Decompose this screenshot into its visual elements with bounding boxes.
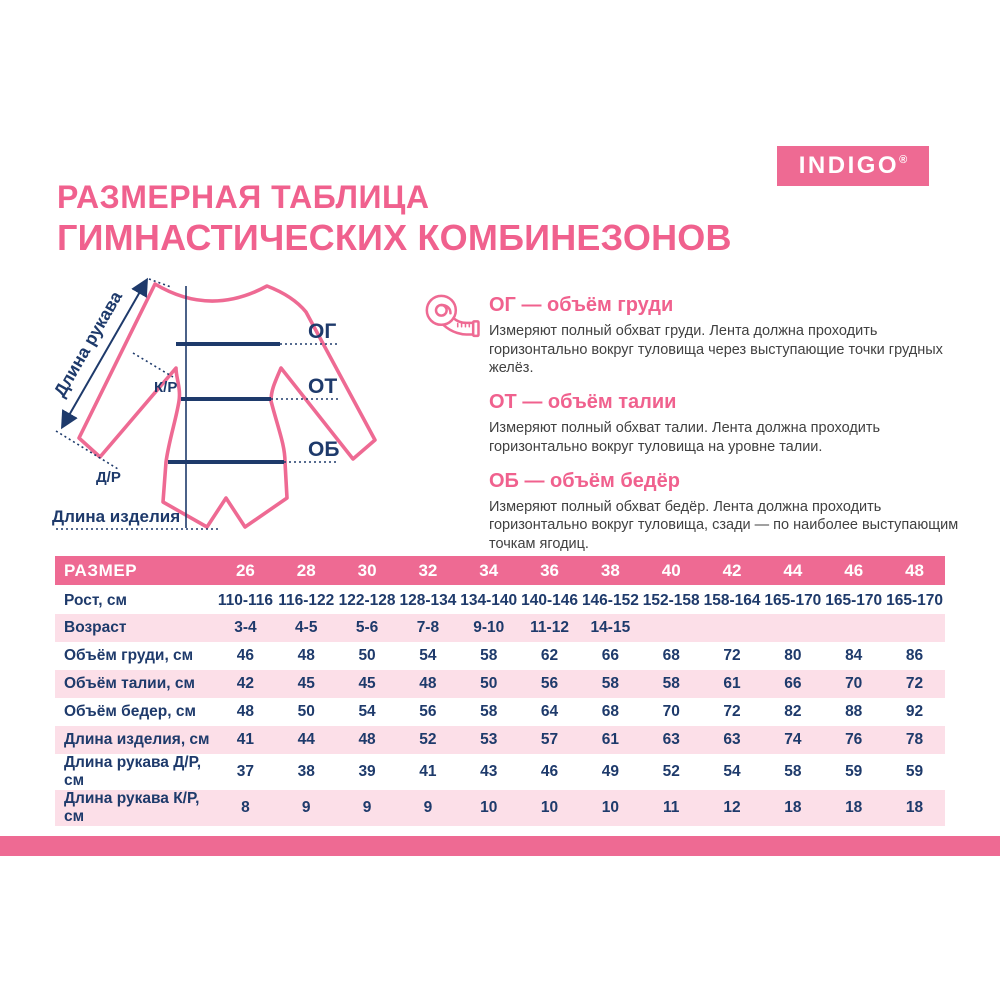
table-value-cell: 70 bbox=[845, 675, 863, 692]
table-value-cell bbox=[641, 614, 702, 642]
table-header-cell: 46 bbox=[823, 556, 884, 586]
table-value-cell: 58 bbox=[601, 675, 619, 692]
long-sleeve-leader-dots bbox=[56, 431, 118, 469]
table-value-cell: 165-170 bbox=[764, 591, 822, 609]
table-row bbox=[55, 614, 945, 642]
table-value-cell: 48 bbox=[236, 703, 255, 720]
table-value-cell: 9 bbox=[423, 799, 433, 816]
table-value-cell: 134-140 bbox=[460, 591, 518, 609]
table-value-cell: 18 bbox=[784, 799, 802, 816]
measurement-heading: ОГ — объём груди bbox=[489, 294, 674, 316]
table-value-cell: 68 bbox=[601, 703, 619, 720]
size-table bbox=[55, 556, 945, 826]
waist-label: ОТ bbox=[308, 375, 338, 398]
size-table-body bbox=[55, 586, 945, 826]
table-header-cell: 30 bbox=[337, 556, 398, 586]
table-value-cell: 78 bbox=[905, 731, 924, 748]
table-row bbox=[55, 670, 945, 698]
measurement-heading: ОБ — объём бедёр bbox=[489, 469, 680, 492]
table-header-cell: 48 bbox=[884, 556, 945, 586]
table-value-cell: 38 bbox=[297, 763, 315, 780]
table-value-cell: 56 bbox=[419, 703, 437, 720]
short-sleeve-label: К/Р bbox=[154, 379, 178, 396]
table-row bbox=[55, 698, 945, 726]
table-value-cell: 10 bbox=[601, 799, 619, 816]
table-value-cell: 45 bbox=[297, 675, 315, 692]
sleeve-length-label: Длина рукава bbox=[49, 287, 127, 401]
table-header-cell: 28 bbox=[276, 556, 337, 586]
table-value-cell bbox=[823, 614, 884, 642]
table-value-cell: 12 bbox=[723, 799, 741, 816]
measuring-tape-icon bbox=[418, 291, 482, 347]
page-title-line1: РАЗМЕРНАЯ ТАБЛИЦА bbox=[57, 179, 430, 215]
table-value-cell: 9-10 bbox=[473, 619, 505, 636]
table-value-cell: 11 bbox=[663, 799, 680, 816]
table-value-cell: 62 bbox=[540, 647, 559, 664]
garment-length-label: Длина изделия bbox=[52, 507, 181, 526]
table-value-cell: 14-15 bbox=[590, 619, 631, 636]
table-value-cell: 58 bbox=[784, 763, 802, 780]
table-value-cell: 58 bbox=[480, 703, 498, 720]
table-value-cell: 122-128 bbox=[338, 591, 396, 609]
page-title-line2: ГИМНАСТИЧЕСКИХ КОМБИНЕЗОНОВ bbox=[57, 217, 732, 259]
table-value-cell: 116-122 bbox=[278, 591, 335, 609]
table-value-cell: 53 bbox=[480, 731, 498, 748]
table-value-cell: 59 bbox=[905, 763, 924, 780]
table-value-cell: 10 bbox=[540, 799, 559, 816]
table-value-cell: 8 bbox=[241, 799, 250, 816]
table-value-cell bbox=[702, 614, 763, 642]
table-value-cell: 50 bbox=[480, 675, 498, 692]
table-row bbox=[55, 586, 945, 614]
table-header-cell: 44 bbox=[762, 556, 823, 586]
table-value-cell: 146-152 bbox=[581, 591, 639, 609]
table-value-cell: 58 bbox=[662, 675, 680, 692]
table-header-cell: 38 bbox=[580, 556, 641, 586]
table-value-cell: 9 bbox=[362, 799, 372, 816]
table-value-cell: 45 bbox=[358, 675, 376, 692]
table-value-cell: 61 bbox=[601, 731, 619, 748]
table-value-cell: 63 bbox=[662, 731, 680, 748]
table-value-cell: 128-134 bbox=[399, 591, 457, 609]
registered-trademark-symbol: ® bbox=[899, 154, 908, 166]
table-value-cell: 61 bbox=[723, 675, 741, 692]
table-value-cell: 54 bbox=[723, 763, 741, 780]
table-value-cell: 46 bbox=[236, 647, 255, 664]
table-value-cell bbox=[762, 614, 823, 642]
table-value-cell: 158-164 bbox=[703, 591, 761, 609]
table-header-cell: 34 bbox=[458, 556, 519, 586]
table-value-cell: 50 bbox=[358, 647, 376, 664]
table-value-cell: 10 bbox=[480, 799, 498, 816]
table-value-cell: 37 bbox=[236, 763, 255, 780]
table-value-cell: 49 bbox=[601, 763, 619, 780]
table-value-cell: 64 bbox=[540, 703, 559, 720]
table-value-cell: 52 bbox=[662, 763, 680, 780]
table-value-cell: 56 bbox=[540, 675, 559, 692]
table-header-cell: 36 bbox=[519, 556, 580, 586]
row-label-cell: Рост, см bbox=[64, 591, 127, 609]
bottom-accent-bar bbox=[0, 836, 1000, 856]
table-header-cell: РАЗМЕР bbox=[55, 556, 215, 586]
table-value-cell: 165-170 bbox=[825, 591, 883, 609]
table-value-cell: 54 bbox=[419, 647, 437, 664]
table-value-cell: 80 bbox=[784, 647, 802, 664]
table-value-cell: 39 bbox=[358, 763, 376, 780]
table-value-cell: 58 bbox=[480, 647, 498, 664]
table-value-cell: 52 bbox=[419, 731, 437, 748]
table-value-cell: 72 bbox=[723, 647, 741, 664]
leotard-diagram bbox=[48, 270, 400, 548]
table-value-cell: 82 bbox=[784, 703, 802, 720]
row-label-cell: Длина изделия, см bbox=[64, 731, 210, 748]
table-value-cell: 57 bbox=[540, 731, 559, 748]
table-value-cell: 66 bbox=[601, 647, 619, 664]
table-value-cell: 7-8 bbox=[416, 619, 440, 636]
table-value-cell: 72 bbox=[723, 703, 741, 720]
table-value-cell: 74 bbox=[784, 731, 802, 748]
table-value-cell: 110-116 bbox=[217, 591, 273, 609]
measurement-descriptions bbox=[489, 294, 961, 567]
table-value-cell: 18 bbox=[845, 799, 863, 816]
table-value-cell: 48 bbox=[419, 675, 437, 692]
table-value-cell: 44 bbox=[297, 731, 315, 748]
hips-measurement-block bbox=[489, 470, 961, 554]
table-value-cell: 88 bbox=[845, 703, 863, 720]
table-value-cell: 68 bbox=[662, 647, 680, 664]
table-value-cell: 18 bbox=[905, 799, 924, 816]
measurement-description: Измеряют полный обхват бедёр. Лента должна проходить горизонтально вокруг туловища, сзади — по наиболее выступающим точкам ягодиц. bbox=[489, 498, 959, 552]
table-value-cell: 59 bbox=[845, 763, 863, 780]
brand-logo-text: INDIGO bbox=[798, 152, 900, 179]
table-header-cell: 40 bbox=[641, 556, 702, 586]
table-value-cell: 9 bbox=[301, 799, 311, 816]
table-value-cell bbox=[884, 614, 945, 642]
short-sleeve-leader-dots bbox=[133, 353, 173, 377]
row-label-cell: Объём груди, см bbox=[64, 647, 194, 664]
row-label-cell: Длина рукава Д/Р, см bbox=[64, 754, 202, 789]
table-value-cell: 86 bbox=[905, 647, 924, 664]
table-value-cell: 42 bbox=[236, 675, 255, 692]
table-value-cell: 46 bbox=[540, 763, 559, 780]
table-value-cell: 70 bbox=[662, 703, 680, 720]
table-header-cell: 42 bbox=[702, 556, 763, 586]
table-value-cell: 152-158 bbox=[642, 591, 700, 609]
table-value-cell: 4-5 bbox=[295, 619, 318, 636]
table-value-cell: 84 bbox=[845, 647, 863, 664]
table-value-cell: 165-170 bbox=[886, 591, 943, 609]
table-header-row bbox=[55, 556, 945, 586]
long-sleeve-label: Д/Р bbox=[96, 469, 121, 486]
table-value-cell: 48 bbox=[297, 647, 315, 664]
row-label-cell: Объём бедер, см bbox=[64, 703, 196, 720]
table-value-cell: 50 bbox=[297, 703, 315, 720]
table-header-cell: 32 bbox=[397, 556, 458, 586]
row-label-cell: Объём талии, см bbox=[64, 675, 195, 692]
brand-logo bbox=[777, 146, 929, 186]
waist-measurement-block bbox=[489, 391, 961, 456]
table-value-cell: 41 bbox=[236, 731, 255, 748]
measurement-description: Измеряют полный обхват груди. Лента должна проходить горизонтально вокруг туловища через выступающие точки грудных желёз. bbox=[489, 323, 943, 377]
table-row bbox=[55, 790, 945, 826]
table-value-cell: 72 bbox=[905, 675, 924, 692]
table-row bbox=[55, 754, 945, 790]
table-value-cell: 11-12 bbox=[530, 619, 569, 636]
table-value-cell: 54 bbox=[358, 703, 376, 720]
table-value-cell: 140-146 bbox=[521, 591, 578, 609]
table-value-cell: 92 bbox=[905, 703, 924, 720]
table-value-cell: 66 bbox=[784, 675, 802, 692]
table-value-cell: 43 bbox=[480, 763, 498, 780]
table-value-cell: 63 bbox=[723, 731, 741, 748]
table-row bbox=[55, 642, 945, 670]
table-row bbox=[55, 726, 945, 754]
row-label-cell: Длина рукава К/Р, см bbox=[64, 790, 200, 825]
table-value-cell: 76 bbox=[845, 731, 863, 748]
row-label-cell: Возраст bbox=[64, 619, 127, 636]
table-value-cell: 3-4 bbox=[234, 619, 257, 636]
chest-label: ОГ bbox=[308, 320, 337, 343]
hips-label: ОБ bbox=[308, 438, 340, 461]
table-value-cell: 41 bbox=[419, 763, 437, 780]
chest-measurement-block bbox=[489, 294, 961, 378]
measurement-description: Измеряют полный обхват талии. Лента должна проходить горизонтально вокруг туловища на уровне талии. bbox=[489, 420, 881, 455]
table-header-cell: 26 bbox=[215, 556, 276, 586]
table-value-cell: 48 bbox=[358, 731, 376, 748]
measurement-heading: ОТ — объём талии bbox=[489, 391, 677, 414]
table-value-cell: 5-6 bbox=[355, 619, 379, 636]
page-title bbox=[57, 180, 732, 258]
